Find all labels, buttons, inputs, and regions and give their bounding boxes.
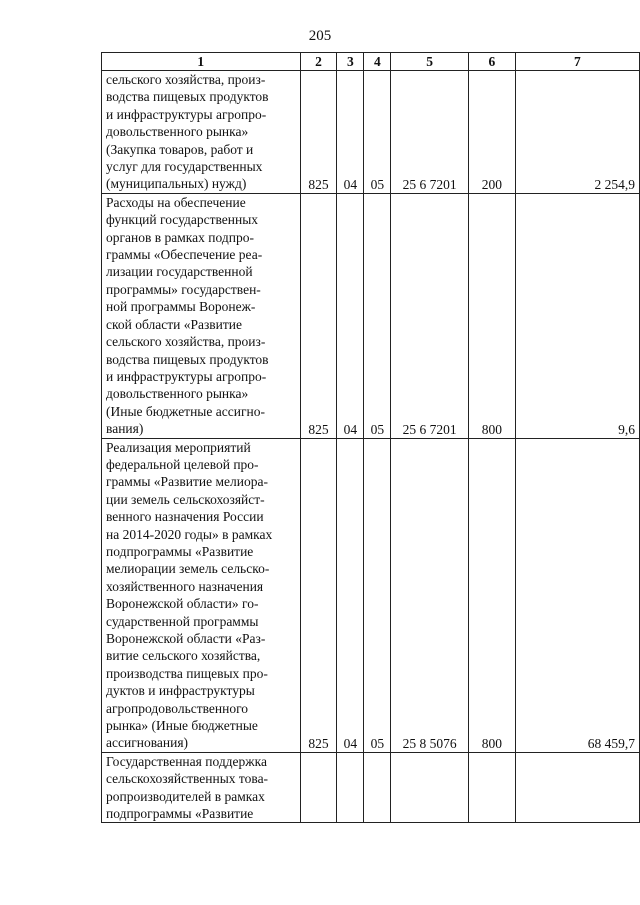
row-expense-type: 800	[468, 438, 515, 752]
header-col-7: 7	[515, 53, 639, 71]
row-section-code: 04	[337, 71, 364, 194]
row-amount: 2 254,9	[515, 71, 639, 194]
row-expense-type: 200	[468, 71, 515, 194]
row-expense-type: 800	[468, 193, 515, 438]
row-amount: 9,6	[515, 193, 639, 438]
header-col-5: 5	[391, 53, 469, 71]
table-row	[102, 438, 640, 752]
budget-table	[101, 52, 640, 823]
row-target-code: 25 6 7201	[391, 71, 469, 194]
row-subsection-code: 05	[364, 438, 391, 752]
header-col-1: 1	[102, 53, 301, 71]
row-subsection-code	[364, 752, 391, 823]
page-number: 205	[308, 28, 332, 44]
row-subsection-code: 05	[364, 71, 391, 194]
table-row	[102, 752, 640, 823]
row-ministry-code: 825	[300, 71, 337, 194]
row-expense-type	[468, 752, 515, 823]
row-ministry-code: 825	[300, 438, 337, 752]
row-description: сельского хозяйства, произ- водства пищевых продуктов и инфраструктуры агропро- довольственного рынка» (Закупка товаров, работ и услуг для государственных (муниципальных) нужд)	[102, 71, 301, 194]
row-description: Реализация мероприятий федеральной целевой про- граммы «Развитие мелиора- ции земель сельскохозяйст- венного назначения России на 2014-2020 годы» в рамках подпрограммы «Развитие мелиорации земель сельско- хозяйственного назначения Воронежской области» го- сударственной программы Воронежской области «Раз- витие сельского хозяйства, производства пищевых про- дуктов и инфраструктуры агропродовольственного рынка» (Иные бюджетные ассигнования)	[102, 438, 301, 752]
row-section-code: 04	[337, 438, 364, 752]
row-amount: 68 459,7	[515, 438, 639, 752]
row-section-code	[337, 752, 364, 823]
table-row	[102, 193, 640, 438]
row-target-code	[391, 752, 469, 823]
header-col-2: 2	[300, 53, 337, 71]
row-ministry-code	[300, 752, 337, 823]
header-col-6: 6	[468, 53, 515, 71]
header-col-4: 4	[364, 53, 391, 71]
row-target-code: 25 8 5076	[391, 438, 469, 752]
row-section-code: 04	[337, 193, 364, 438]
row-description: Расходы на обеспечение функций государственных органов в рамках подпро- граммы «Обеспечение реа- лизации государственной программы» государствен- ной программы Воронеж- ской области «Развитие сельского хозяйства, произ- водства пищевых продуктов и инфраструктуры агропро- довольственного рынка» (Иные бюджетные ассигно- вания)	[102, 193, 301, 438]
row-subsection-code: 05	[364, 193, 391, 438]
header-row	[102, 53, 640, 71]
row-target-code: 25 6 7201	[391, 193, 469, 438]
row-amount	[515, 752, 639, 823]
header-col-3: 3	[337, 53, 364, 71]
row-ministry-code: 825	[300, 193, 337, 438]
row-description: Государственная поддержка сельскохозяйственных това- ропроизводителей в рамках подпрограммы «Развитие	[102, 752, 301, 823]
table-row	[102, 71, 640, 194]
